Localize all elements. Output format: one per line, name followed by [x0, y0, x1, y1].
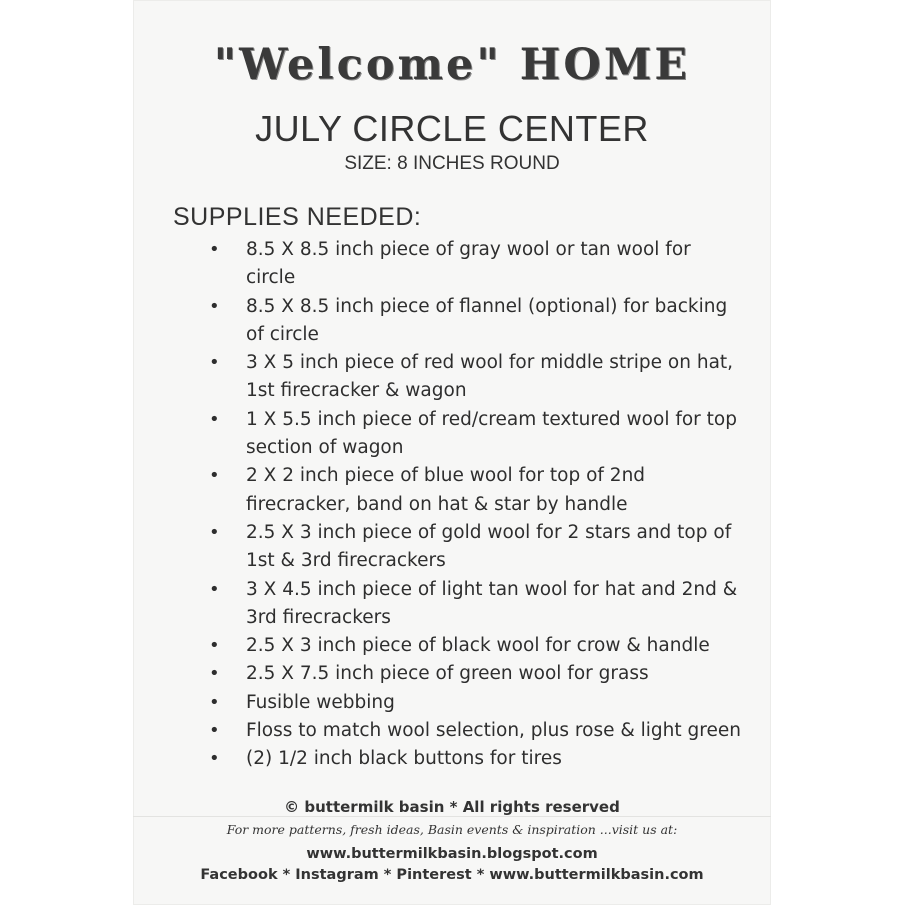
social-links[interactable]: Facebook * Instagram * Pinterest * www.buttermilkbasin.com — [200, 867, 704, 883]
page-subtitle: JULY CIRCLE CENTER — [255, 108, 649, 149]
page-title: "Welcome" HOME — [213, 40, 691, 90]
list-item-text: 2 X 2 inch piece of blue wool for top of 2nd firecracker, band on hat & star by handle — [246, 465, 646, 515]
list-item-text: 3 X 4.5 inch piece of light tan wool for hat and 2nd & 3rd firecrackers — [246, 578, 738, 628]
list-item — [133, 576, 771, 633]
footer-divider — [133, 816, 771, 817]
list-item-text: 1 X 5.5 inch piece of red/cream textured wool for top section of wagon — [246, 408, 737, 459]
list-item — [133, 349, 771, 406]
bullet-icon: • — [209, 691, 220, 713]
list-item — [133, 717, 771, 745]
list-item — [133, 519, 771, 576]
list-item — [133, 632, 771, 660]
bullet-icon: • — [209, 663, 220, 685]
list-item-text: Floss to match wool selection, plus rose & light green — [246, 720, 741, 742]
list-item — [133, 745, 771, 773]
copyright-notice: © buttermilk basin * All rights reserved — [284, 798, 620, 816]
bullet-icon: • — [209, 521, 220, 543]
size-label: SIZE: 8 INCHES ROUND — [344, 153, 560, 174]
bullet-icon: • — [209, 352, 220, 374]
bullet-icon: • — [209, 720, 220, 742]
list-item — [133, 462, 771, 519]
list-item-text: 8.5 X 8.5 inch piece of flannel (optional) for backing of circle — [246, 295, 728, 345]
list-item — [133, 236, 771, 293]
promo-text: For more patterns, fresh ideas, Basin events & inspiration ...visit us at: — [226, 822, 678, 837]
supplies-heading: SUPPLIES NEEDED: — [173, 203, 422, 231]
list-item — [133, 406, 771, 463]
bullet-icon: • — [209, 748, 220, 770]
bullet-icon: • — [209, 465, 220, 487]
list-item-text: (2) 1/2 inch black buttons for tires — [246, 748, 562, 770]
bullet-icon: • — [209, 408, 220, 430]
bullet-icon: • — [209, 239, 220, 260]
list-item-text: 8.5 X 8.5 inch piece of gray wool or tan wool for circle — [246, 239, 691, 289]
bullet-icon: • — [209, 295, 220, 317]
list-item — [133, 689, 771, 717]
list-item-text: 2.5 X 3 inch piece of black wool for crow & handle — [246, 635, 710, 657]
list-item-text: Fusible webbing — [246, 691, 395, 713]
list-item — [133, 293, 771, 350]
list-item-text: 2.5 X 7.5 inch piece of green wool for grass — [246, 663, 649, 685]
list-item — [133, 660, 771, 688]
pattern-sheet — [133, 0, 771, 905]
website-link[interactable]: www.buttermilkbasin.blogspot.com — [306, 846, 598, 862]
list-item-text: 2.5 X 3 inch piece of gold wool for 2 stars and top of 1st & 3rd firecrackers — [246, 521, 732, 572]
bullet-icon: • — [209, 578, 220, 600]
supplies-list — [133, 236, 771, 774]
bullet-icon: • — [209, 635, 220, 657]
list-item-text: 3 X 5 inch piece of red wool for middle stripe on hat, 1st firecracker & wagon — [246, 352, 734, 402]
